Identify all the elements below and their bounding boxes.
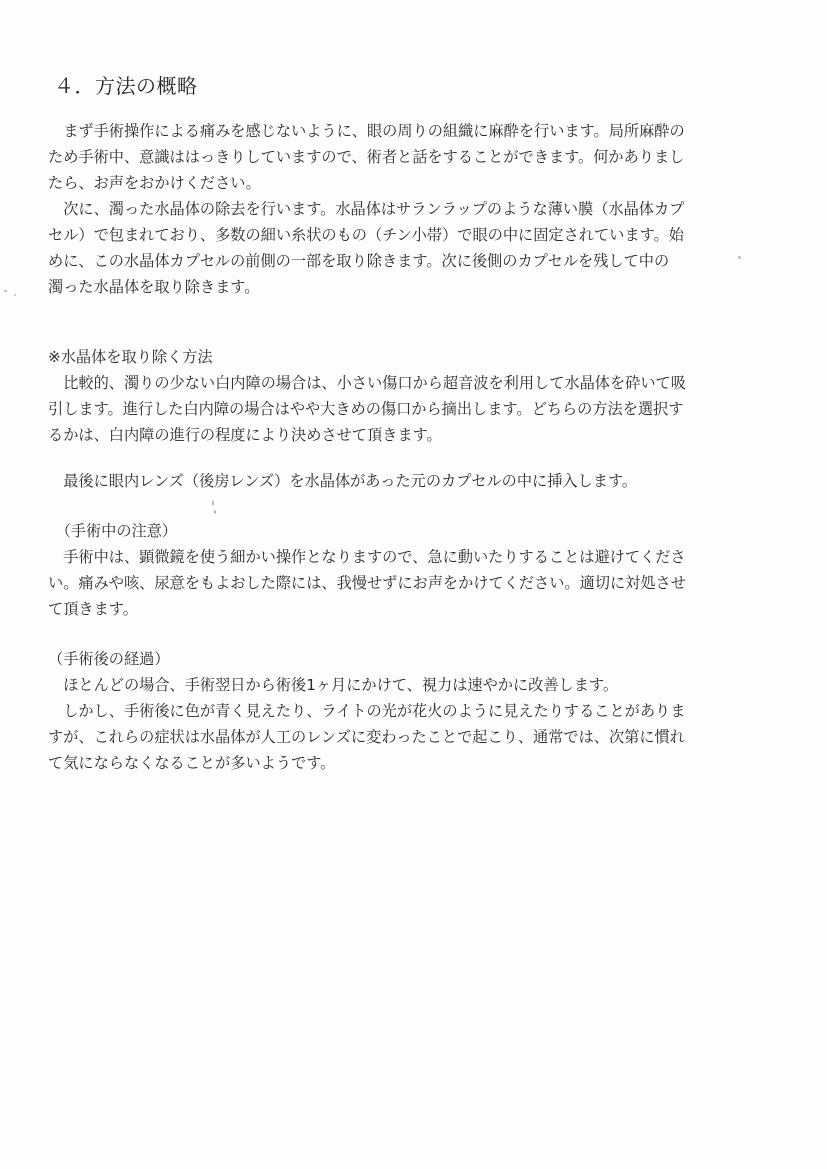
anesthesia-line-2: ため手術中、意識ははっきりしていますので、術者と話をすることができます。何かありまし bbox=[48, 148, 685, 166]
after-surgery-line-2: しかし、手術後に色が青く見えたり、ライトの光が花火のように見えたりすることがありま bbox=[48, 702, 686, 720]
removal-line-2: セル）で包まれており、多数の細い糸状のもの（チン小帯）で眼の中に固定されています。始 bbox=[48, 226, 684, 244]
removal-line-4: 濁った水晶体を取り除きます。 bbox=[48, 278, 260, 296]
after-surgery-title: （手術後の経過） bbox=[48, 650, 170, 668]
after-surgery-line-3: すが、これらの症状は水晶体が人工のレンズに変わったことで起こり、通常では、次第に慣れ bbox=[48, 728, 685, 746]
removal-method-line-1: 比較的、濁りの少ない白内障の場合は、小さい傷口から超音波を利用して水晶体を砕いて吸 bbox=[48, 374, 686, 392]
during-surgery-title: （手術中の注意） bbox=[48, 522, 178, 540]
anesthesia-line-1: まず手術操作による痛みを感じないように、眼の周りの組織に麻酔を行います。局所麻酔の bbox=[48, 122, 685, 140]
during-surgery-line-3: て頂きます。 bbox=[48, 600, 138, 618]
lens-insertion-line: 最後に眼内レンズ（後房レンズ）を水晶体があった元のカプセルの中に挿入します。 bbox=[48, 472, 638, 490]
scan-speck bbox=[212, 500, 214, 506]
removal-method-line-3: るかは、白内障の進行の程度により決めさせて頂きます。 bbox=[48, 426, 442, 444]
section-heading: ４．方法の概略 bbox=[54, 74, 198, 98]
removal-line-1: 次に、濁った水晶体の除去を行います。水晶体はサランラップのような薄い膜（水晶体カプ bbox=[48, 200, 685, 218]
after-surgery-line-1: ほとんどの場合、手術翌日から術後1ヶ月にかけて、視力は速やかに改善します。 bbox=[48, 676, 619, 694]
scan-speck bbox=[738, 256, 741, 259]
removal-method-line-2: 引します。進行した白内障の場合はやや大きめの傷口から摘出します。どちらの方法を選択す bbox=[48, 400, 684, 418]
scan-speck bbox=[14, 294, 16, 296]
during-surgery-line-1: 手術中は、顕微鏡を使う細かい操作となりますので、急に動いたりすることは避けてくださ bbox=[48, 548, 686, 566]
scan-speck bbox=[214, 510, 216, 514]
anesthesia-line-3: たら、お声をおかけください。 bbox=[48, 174, 261, 192]
removal-line-3: めに、この水晶体カプセルの前側の一部を取り除きます。次に後側のカプセルを残して中の bbox=[48, 252, 670, 270]
during-surgery-line-2: い。痛みや咳、尿意をもよおした際には、我慢せずにお声をかけてください。適切に対処させ bbox=[48, 574, 686, 592]
scan-speck bbox=[4, 290, 7, 292]
after-surgery-line-4: て気にならなくなることが多いようです。 bbox=[48, 754, 336, 772]
removal-method-title: ※水晶体を取り除く方法 bbox=[48, 348, 213, 366]
